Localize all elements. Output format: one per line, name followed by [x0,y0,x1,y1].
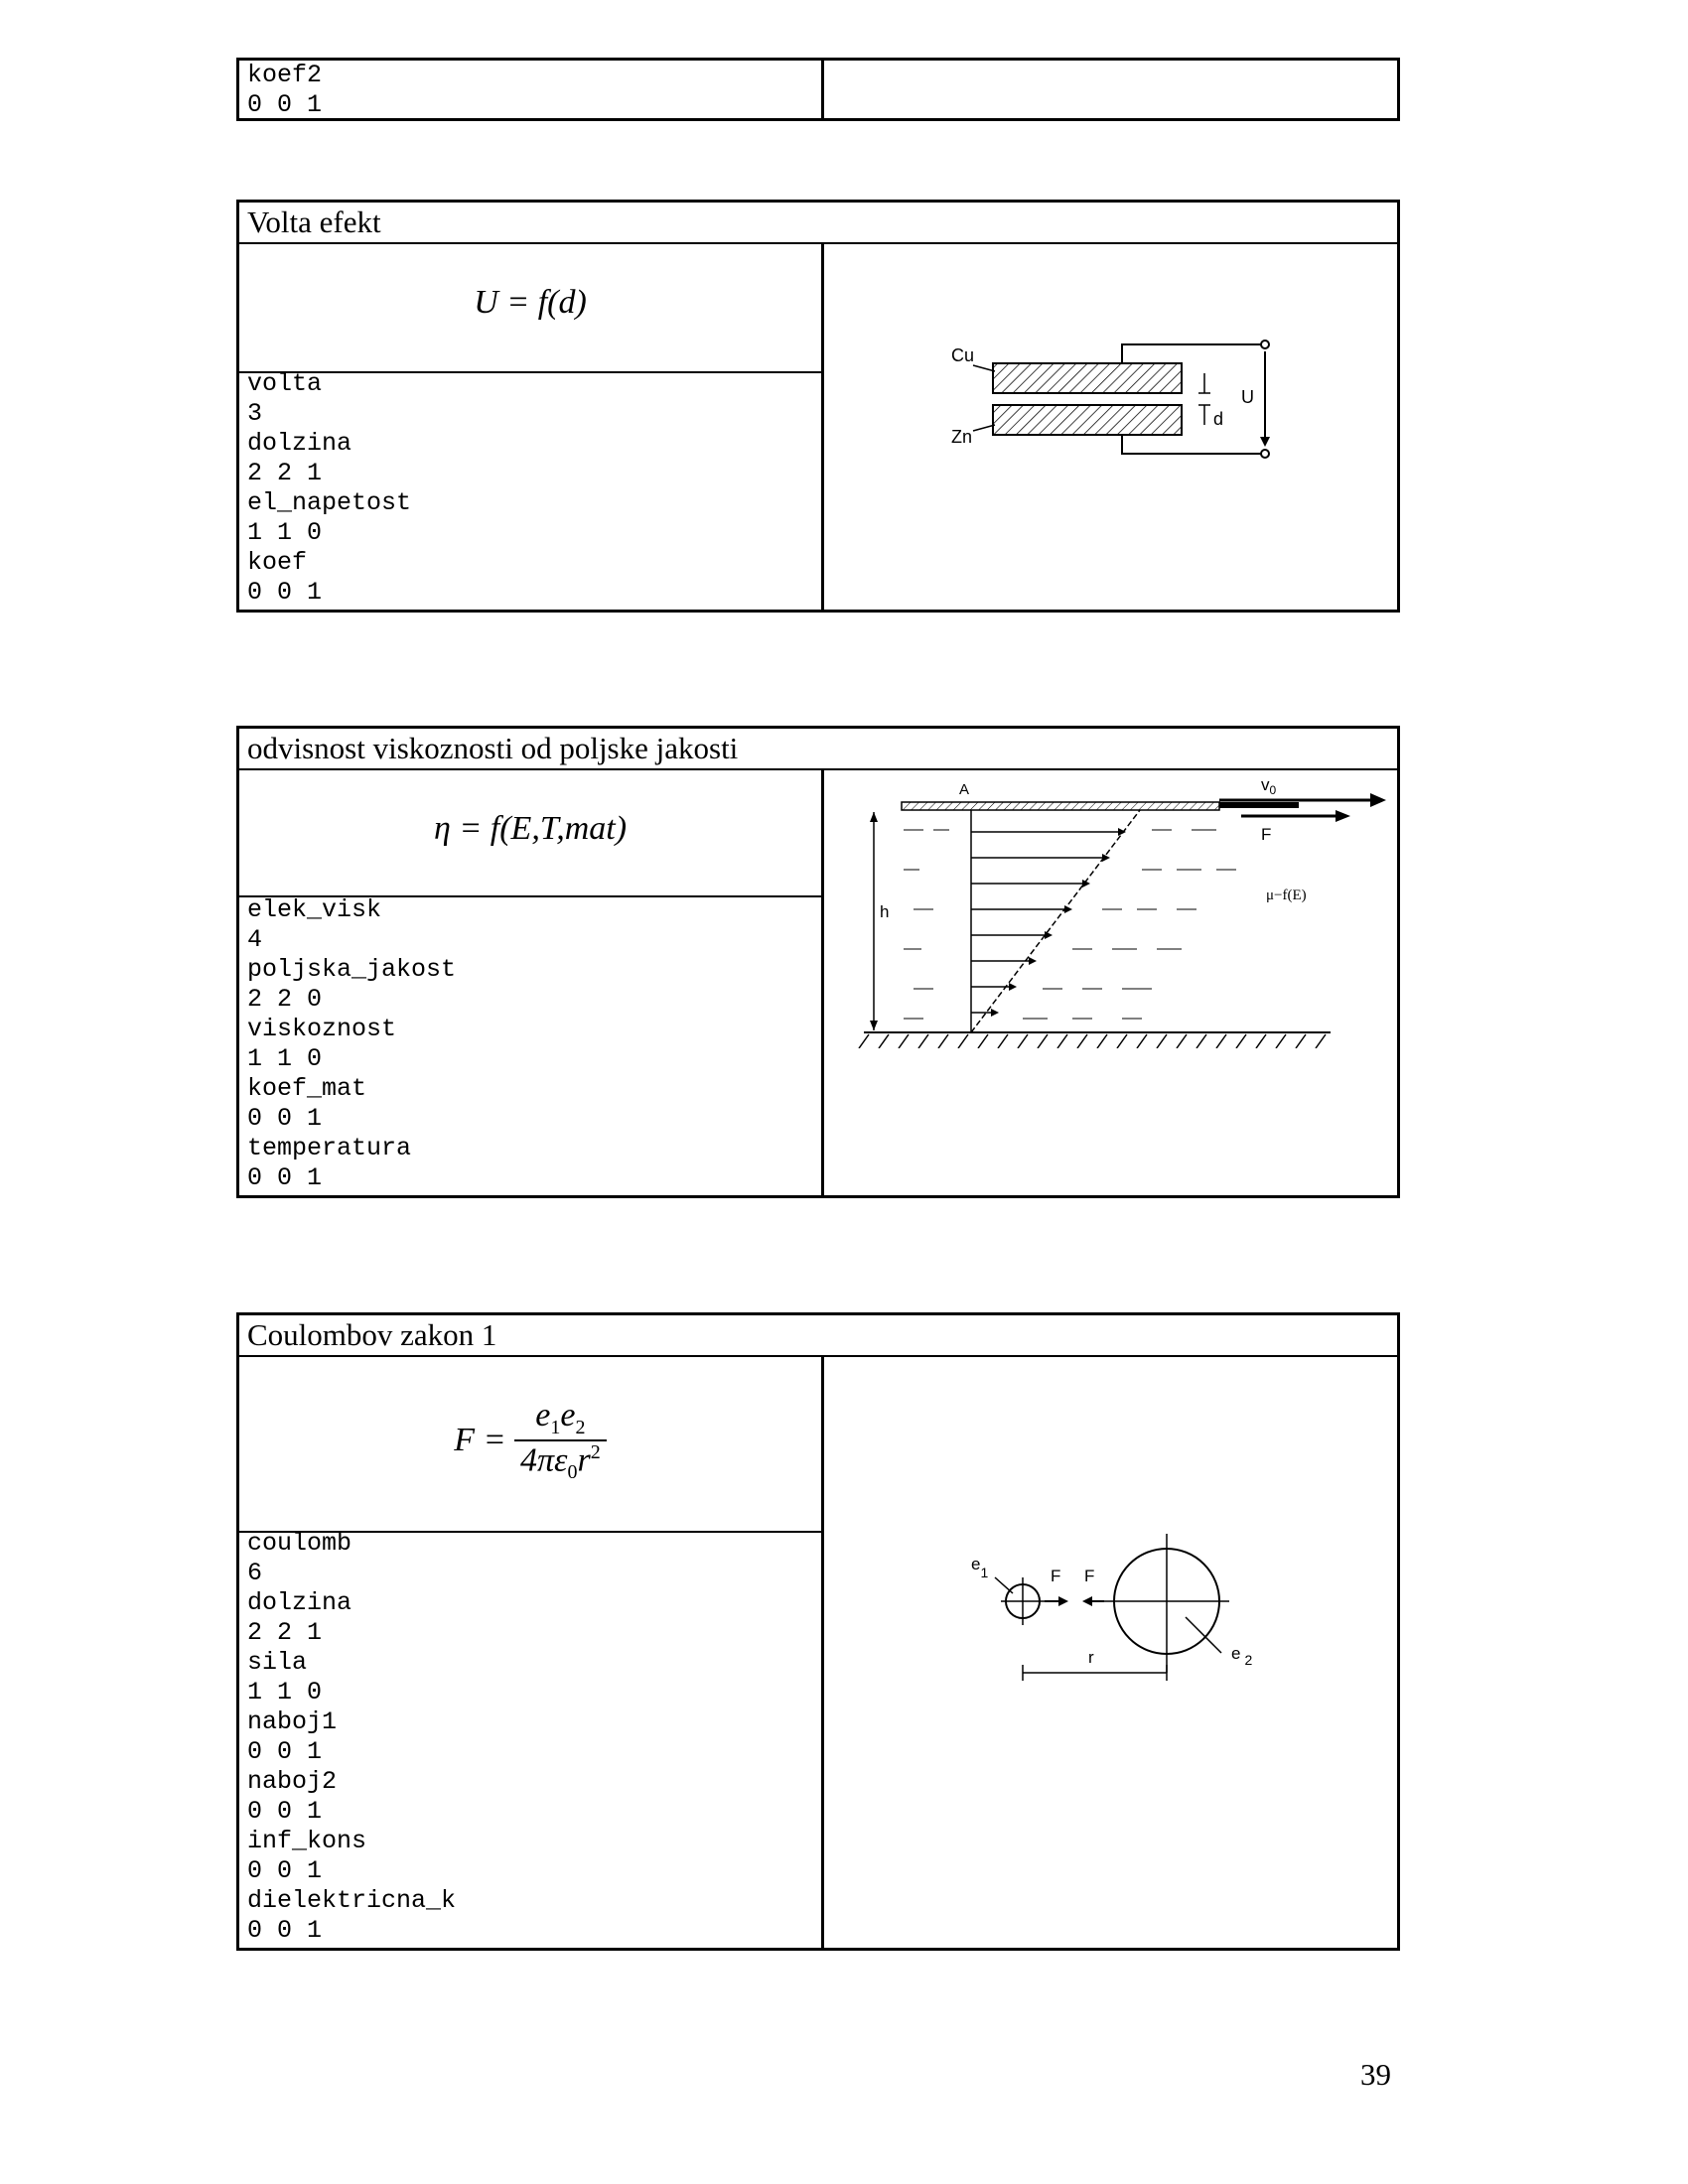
terminal-top [1261,341,1269,348]
label-r: r [1088,1648,1094,1667]
force-arrow-2-head [1082,1596,1092,1606]
code-line: 0 0 1 [247,1737,323,1766]
code-line: 0 0 1 [247,1856,323,1885]
card-right-column [824,1357,1397,1948]
code-line: koef2 [247,61,323,89]
plate-a [902,802,1219,810]
code-block [247,895,456,1193]
code-line: temperatura [247,1134,412,1162]
formula-denominator: $4\pi\varepsilon_0r^2$ [520,1440,601,1483]
label-e2: e $_2$ [1231,1644,1253,1668]
velocity-arrows [971,832,1122,1013]
code-line: volta [247,369,323,398]
plate-a-extension [1219,802,1299,808]
code-line: 6 [247,1559,263,1587]
code-line: poljska_jakost [247,955,457,984]
u-arrow-head [1260,437,1270,447]
code-line: viskoznost [247,1015,397,1043]
formula [239,244,821,373]
code-line: 0 0 1 [247,1163,323,1192]
label-f2: F [1084,1567,1095,1585]
label-f1: F [1051,1567,1061,1585]
formula-text: U = f(d) [474,284,587,321]
v0-arrow-head [1370,793,1386,807]
label-d: d [1213,409,1224,429]
table-koef2-left [239,61,824,118]
formula-coulomb [239,1397,821,1484]
code-line: 1 1 0 [247,1678,323,1706]
e1-leader [995,1577,1013,1593]
table-koef2-right [824,61,1397,118]
cu-plate [993,363,1182,393]
zn-leader [973,425,995,431]
label-cu: Cu [951,345,975,365]
card-title: Volta efekt [239,203,1397,244]
table-koef2 [236,58,1400,121]
code-line: 0 0 1 [247,578,323,607]
code-line: naboj1 [247,1707,338,1736]
code-line: 1 1 0 [247,1044,323,1073]
cu-leader [973,365,995,371]
page-number: 39 [1360,2057,1391,2092]
code-line: 3 [247,399,263,428]
code-line: sila [247,1648,308,1677]
code-line: 0 0 1 [247,90,323,119]
formula-text: η = f(E,T,mat) [433,810,628,847]
card-right-column [824,770,1397,1195]
formula [239,770,821,897]
volta-figure [824,244,1400,612]
label-e1: $e_1$ [971,1555,989,1580]
code-line: el_napetost [247,488,412,517]
card-left-column [239,1357,824,1948]
force-arrow-1-head [1058,1596,1068,1606]
code-line: 4 [247,925,263,954]
code-line: naboj2 [247,1767,338,1796]
card-right-column [824,244,1397,610]
ground-hatch [859,1034,1326,1048]
card-coulomb [236,1312,1400,1951]
code-line: 2 2 1 [247,459,323,487]
code-block [247,61,322,120]
card-volta [236,200,1400,613]
code-line: 2 2 0 [247,985,323,1014]
code-line: coulomb [247,1529,352,1558]
code-block [247,369,411,608]
label-u: U [1241,387,1254,407]
zn-plate [993,405,1182,435]
card-left-column [239,244,824,610]
label-zn: Zn [951,427,973,447]
code-line: 0 0 1 [247,1104,323,1133]
velocity-profile [971,810,1140,1032]
terminal-bottom [1261,450,1269,458]
h-arrow-bottom [870,1021,878,1030]
code-line: 1 1 0 [247,518,323,547]
formula-lhs: F = [454,1421,506,1458]
label-h: h [880,902,890,921]
code-line: dolzina [247,1588,352,1617]
label-v0: $v_0$ [1261,775,1277,797]
label-f: F [1261,825,1272,844]
code-line: koef [247,548,308,577]
code-line: elek_visk [247,895,382,924]
code-block [247,1529,456,1946]
code-line: 0 0 1 [247,1797,323,1826]
card-viscosity [236,726,1400,1198]
viscosity-figure [824,770,1400,1048]
code-line: 2 2 1 [247,1618,323,1647]
code-line: 0 0 1 [247,1916,323,1945]
formula-numerator: $e_1e_2$ [514,1397,607,1441]
coulomb-figure [824,1357,1400,1953]
label-mu: μ−f(E) [1266,887,1307,903]
card-title: odvisnost viskoznosti od poljske jakosti [239,729,1397,770]
code-line: dolzina [247,429,352,458]
code-line: dielektricna_k [247,1886,457,1915]
formula [239,1357,821,1533]
f-arrow-head [1336,810,1350,822]
code-line: inf_kons [247,1827,367,1855]
wire-top [1122,344,1261,363]
card-left-column [239,770,824,1195]
wire-bottom [1122,435,1261,454]
card-title: Coulombov zakon 1 [239,1315,1397,1357]
h-arrow-top [870,812,878,822]
formula-fraction [514,1397,607,1484]
label-a: A [959,781,970,798]
code-line: koef_mat [247,1074,367,1103]
